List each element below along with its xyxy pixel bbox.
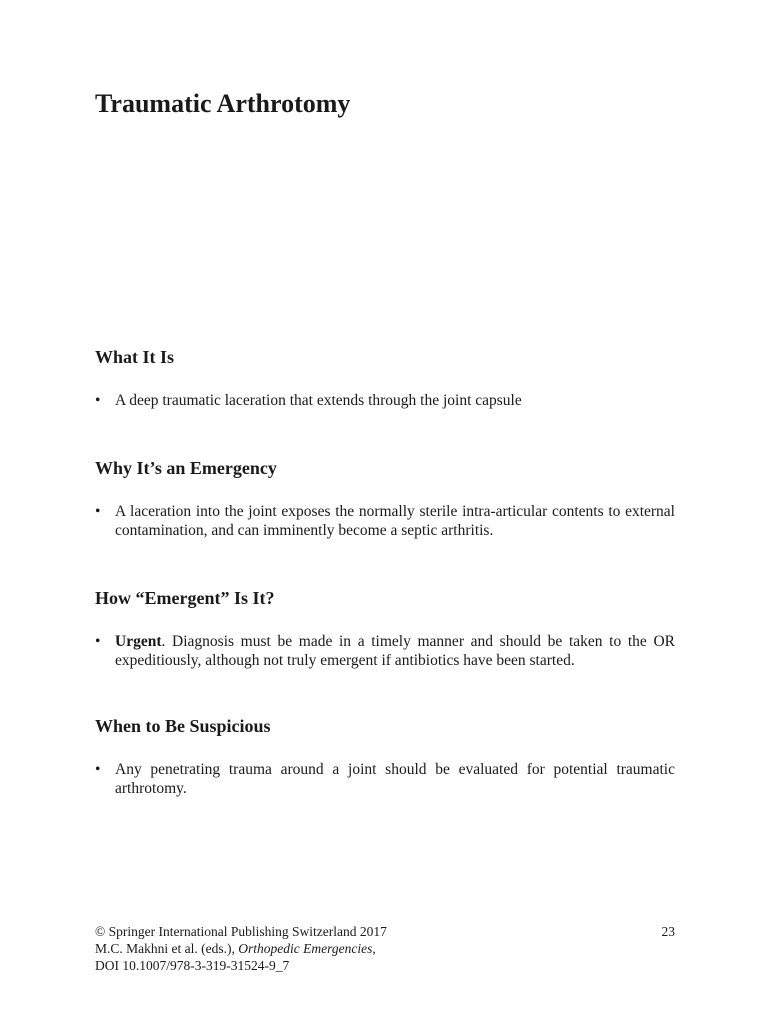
section-heading: What It Is [95, 347, 175, 367]
bullet-list [95, 502, 675, 541]
bullet-icon: • [95, 391, 101, 409]
book-title: Orthopedic Emergencies [238, 941, 373, 956]
section-heading: How “Emergent” Is It? [95, 588, 275, 608]
bullet-list [95, 391, 675, 411]
section-heading: Why It’s an Emergency [95, 458, 277, 478]
bullet-icon: • [95, 632, 101, 650]
section-what-it-is [95, 347, 675, 410]
list-item-text: A deep traumatic laceration that extends through the joint capsule [115, 391, 522, 409]
doi-line: DOI 10.1007/978-3-319-31524-9_7 [95, 958, 290, 973]
list-item [95, 502, 675, 541]
section-when-suspicious [95, 716, 675, 799]
copyright-line: © Springer International Publishing Switzerland 2017 [95, 924, 387, 939]
bullet-list [95, 760, 675, 799]
list-item [95, 632, 675, 671]
page-footer [95, 923, 675, 974]
page-title: Traumatic Arthrotomy [95, 89, 351, 118]
editors-text: M.C. Makhni et al. (eds.), [95, 941, 235, 956]
page-number: 23 [661, 924, 675, 939]
citation-comma: , [372, 941, 376, 956]
bullet-list [95, 632, 675, 671]
list-item-text: A laceration into the joint exposes the normally sterile intra-articular contents to external contamination, and can imminently become a septic arthritis. [115, 502, 675, 540]
section-how-emergent [95, 588, 675, 671]
list-item-text: . Diagnosis must be made in a timely manner and should be taken to the OR expeditiously, although not truly emergent if antibiotics have been started. [115, 632, 675, 670]
citation-line [95, 940, 675, 957]
list-item-text: Any penetrating trauma around a joint should be evaluated for potential traumatic arthrotomy. [115, 760, 675, 798]
bullet-icon: • [95, 760, 101, 778]
section-heading: When to Be Suspicious [95, 716, 271, 736]
section-why-emergency [95, 458, 675, 541]
urgency-label: Urgent [115, 632, 162, 650]
list-item [95, 760, 675, 799]
list-item [95, 391, 675, 411]
bullet-icon: • [95, 502, 101, 520]
